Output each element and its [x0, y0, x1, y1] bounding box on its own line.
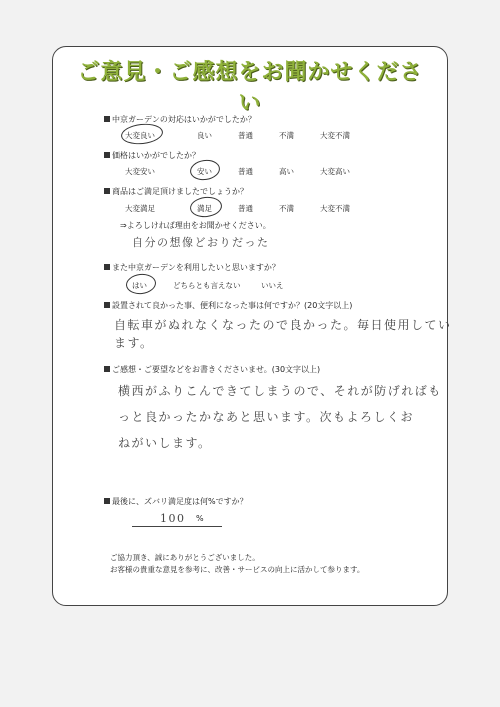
- q1-option-5[interactable]: 大変不満: [320, 131, 350, 140]
- q4-option-1[interactable]: はい: [132, 281, 147, 290]
- question-2-label: 価格はいかがでしたか？: [112, 151, 200, 160]
- question-7-label: 最後に、ズバリ満足度は何%ですか？: [112, 497, 248, 506]
- q1-option-1[interactable]: 大変良い: [125, 131, 155, 140]
- bullet-square-icon: [104, 188, 110, 194]
- question-1-label: 中京ガーデンの対応はいかがでしたか？: [112, 115, 256, 124]
- question-5-label: 設置されて良かった事、便利になった事は何ですか？(20文字以上): [112, 301, 353, 310]
- q6-answer-line-3: ねがいします。: [118, 436, 212, 450]
- question-1: [104, 114, 256, 125]
- q3-option-3[interactable]: 普通: [238, 204, 253, 213]
- q5-answer-line-1: 自転車がぬれなくなったので良かった。毎日使用してい: [114, 318, 452, 332]
- bullet-square-icon: [104, 302, 110, 308]
- q4-option-2[interactable]: どちらとも言えない: [173, 281, 241, 290]
- question-3-label: 商品はご満足頂けましたでしょうか？: [112, 187, 248, 196]
- satisfaction-unit: %: [196, 514, 204, 523]
- reason-handwritten-answer: 自分の想像どおりだった: [132, 236, 270, 249]
- bullet-square-icon: [104, 366, 110, 372]
- question-3: [104, 186, 248, 197]
- q3-option-5[interactable]: 大変不満: [320, 204, 350, 213]
- bullet-square-icon: [104, 498, 110, 504]
- bullet-square-icon: [104, 116, 110, 122]
- q2-option-5[interactable]: 大変高い: [320, 167, 350, 176]
- q1-option-3[interactable]: 普通: [238, 131, 253, 140]
- satisfaction-value: 100: [160, 512, 186, 525]
- footer-note: お客様の貴重な意見を参考に、改善・サービスの向上に活かして参ります。: [110, 565, 365, 574]
- question-6-label: ご感想・ご要望などをお書きくださいませ。(30文字以上): [112, 365, 321, 374]
- q6-answer-line-2: っと良かったかなあと思います。次もよろしくお: [118, 410, 415, 424]
- reason-prompt: ⇒よろしければ理由をお聞かせください。: [120, 221, 271, 230]
- q1-option-2[interactable]: 良い: [197, 131, 212, 140]
- q5-answer-line-2: ます。: [114, 336, 154, 350]
- q3-option-2[interactable]: 満足: [197, 204, 212, 213]
- satisfaction-underline: [132, 526, 222, 527]
- question-4: [104, 262, 280, 273]
- question-4-label: また中京ガーデンを利用したいと思いますか？: [112, 263, 280, 272]
- footer-thanks: ご協力頂き、誠にありがとうございました。: [110, 553, 260, 562]
- q2-option-1[interactable]: 大変安い: [125, 167, 155, 176]
- question-2: [104, 150, 200, 161]
- bullet-square-icon: [104, 264, 110, 270]
- question-6: [104, 364, 320, 375]
- q2-option-2[interactable]: 安い: [197, 167, 212, 176]
- q4-option-3[interactable]: いいえ: [261, 281, 284, 290]
- question-5: [104, 300, 352, 311]
- q1-option-4[interactable]: 不満: [279, 131, 294, 140]
- bullet-square-icon: [104, 152, 110, 158]
- page-title: ご意見・ご感想をお聞かせください: [77, 60, 423, 116]
- q2-option-4[interactable]: 高い: [279, 167, 294, 176]
- q6-answer-line-1: 横西がふりこんできてしまうので、それが防げればも: [118, 384, 442, 398]
- question-7: [104, 496, 248, 507]
- q3-option-1[interactable]: 大変満足: [125, 204, 155, 213]
- q3-option-4[interactable]: 不満: [279, 204, 294, 213]
- q2-option-3[interactable]: 普通: [238, 167, 253, 176]
